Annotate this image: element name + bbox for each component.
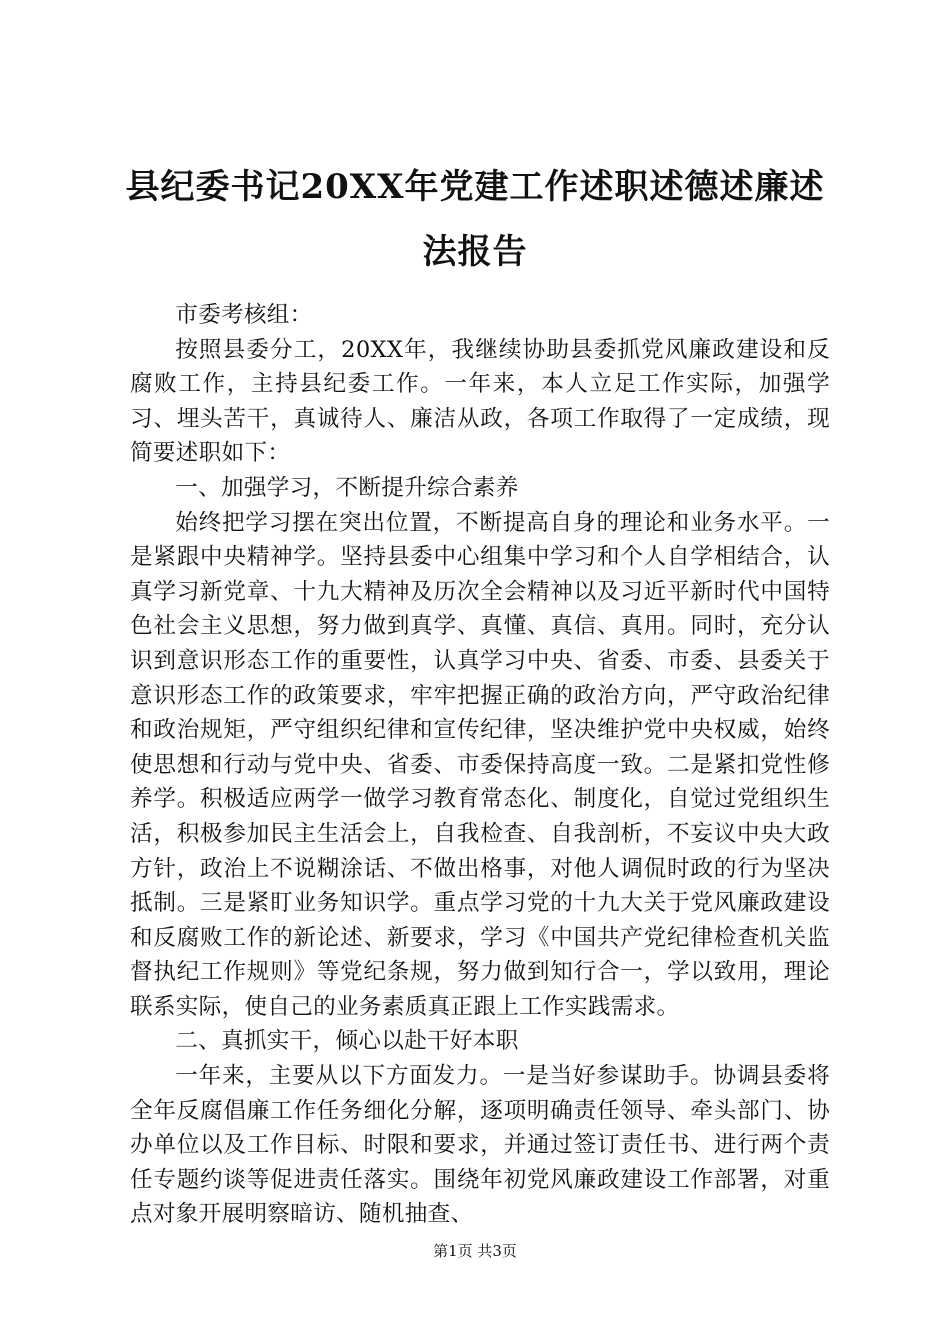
section-heading-2: 二、真抓实干，倾心以赴干好本职 [175, 1028, 519, 1055]
section-2-paragraph: 一年来，主要从以下方面发力。一是当好参谋助手。协调县委将全年反腐倡廉工作任务细化分解，逐项明确责任领导、牵头部门、协办单位以及工作目标、时限和要求，并通过签订责任书、进行两个责任专题约谈等促进责任落实。围绕年初党风廉政建设工作部署，对重点对象开展明察暗访、随机抽查、 [130, 1063, 830, 1228]
document-title: 县纪委书记20XX年党建工作述职述德述廉述法报告 [125, 167, 825, 272]
section-1-paragraph: 始终把学习摆在突出位置，不断提高自身的理论和业务水平。一是紧跟中央精神学。坚持县委中心组集中学习和个人自学相结合，认真学习新党章、十九大精神及历次全会精神以及习近平新时代中国特色社会主义思想，努力做到真学、真懂、真信、真用。同时，充分认识到意识形态工作的重要性，认真学习中央、省委、市委、县委关于意识形态工作的政策要求，牢牢把握正确的政治方向，严守政治纪律和政治规矩，严守组织纪律和宣传纪律，坚决维护党中央权威，始终使思想和行动与党中央、省委、市委保持高度一致。二是紧扣党性修养学。积极适应两学一做学习教育常态化、制度化，自觉过党组织生活，积极参加民主生活会上，自我检查、自我剖析，不妄议中央大政方针，政治上不说糊涂话、不做出格事，对他人调侃时政的行为坚决抵制。三是紧盯业务知识学。重点学习党的十九大关于党风廉政建设和反腐败工作的新论述、新要求，学习《中国共产党纪律检查机关监督执纪工作规则》等党纪条规，努力做到知行合一，学以致用，理论联系实际，使自己的业务素质真正跟上工作实践需求。 [130, 509, 830, 1020]
section-heading-1: 一、加强学习，不断提升综合素养 [175, 474, 519, 501]
page-number: 第1页 共3页 [433, 1242, 517, 1260]
document-body [130, 298, 830, 1232]
salutation: 市委考核组： [175, 302, 313, 328]
intro-paragraph: 按照县委分工，20XX年，我继续协助县委抓党风廉政建设和反腐败工作，主持县纪委工作。一年来，本人立足工作实际，加强学习、埋头苦干，真诚待人、廉洁从政，各项工作取得了一定成绩，现简要述职如下： [130, 336, 830, 467]
page-footer [0, 1241, 950, 1261]
